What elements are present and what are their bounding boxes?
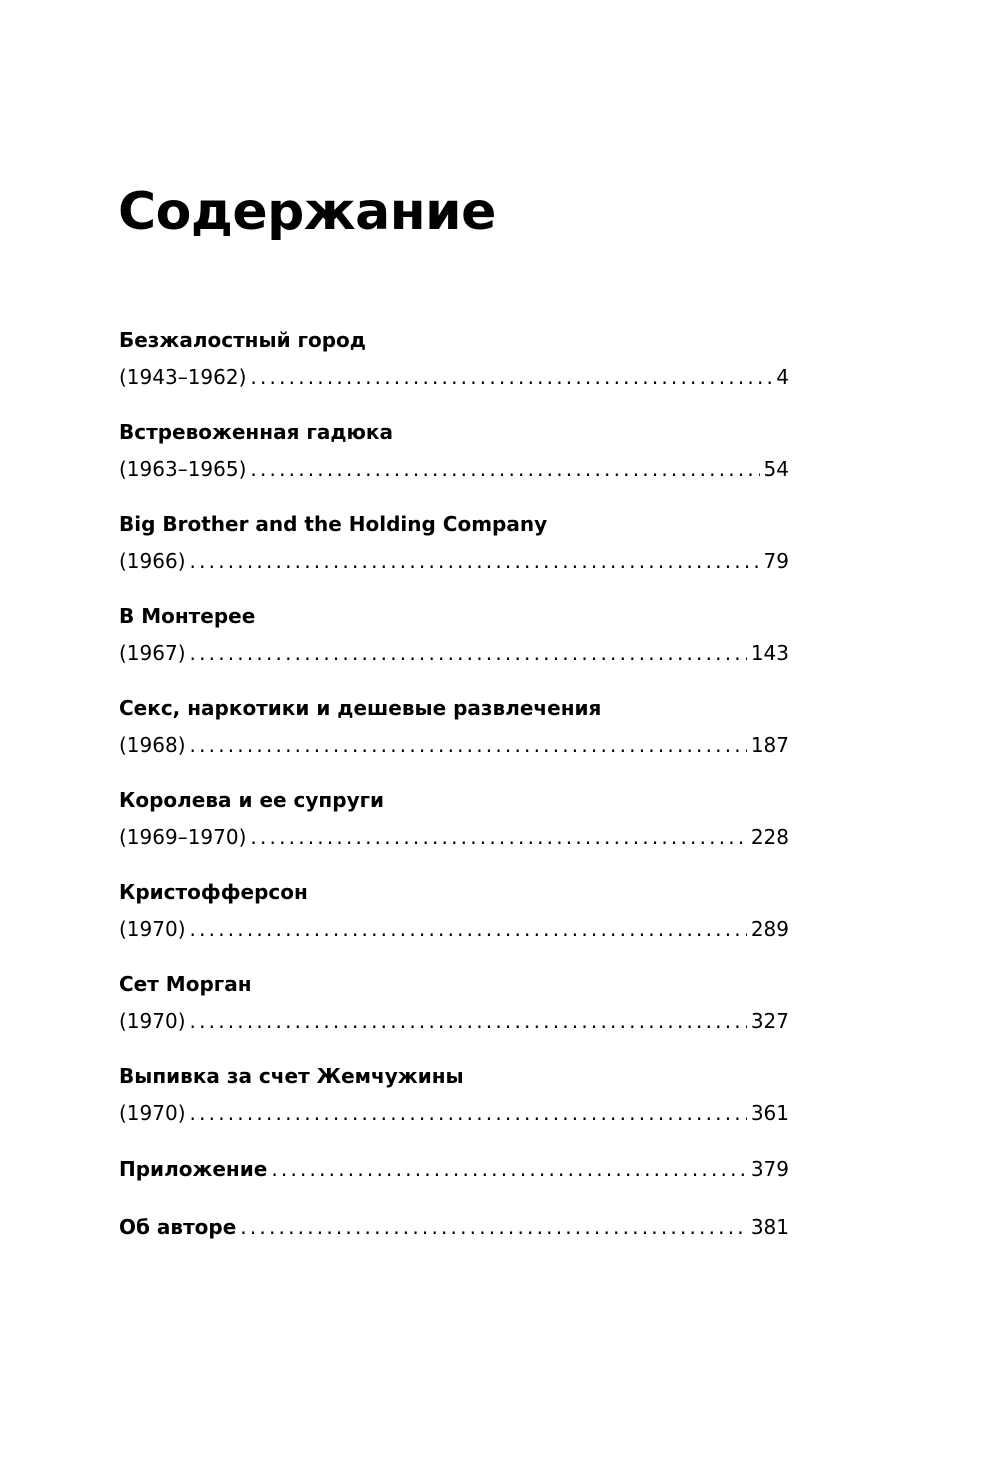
toc-entry-about-author[interactable] (119, 1208, 789, 1246)
toc-entry-appendix[interactable] (119, 1150, 789, 1188)
toc-chapter-title: Big Brother and the Holding Company (119, 512, 548, 536)
toc-entry[interactable] (119, 1058, 789, 1132)
toc-section-title: Об авторе (119, 1215, 237, 1239)
toc-page-number: 327 (750, 1009, 789, 1033)
toc-leader-line (119, 1094, 789, 1132)
dot-leader (190, 726, 747, 764)
toc-chapter-years: (1963–1965) (119, 457, 247, 481)
toc-page-number: 228 (750, 825, 789, 849)
toc-leader-line (119, 1208, 789, 1246)
toc-chapter-years: (1968) (119, 733, 186, 757)
toc-page-number: 187 (750, 733, 789, 757)
toc-chapter-years: (1967) (119, 641, 186, 665)
toc-entry[interactable] (119, 874, 789, 948)
toc-page-number: 54 (763, 457, 789, 481)
toc-chapter-title: Безжалостный город (119, 328, 366, 352)
dot-leader (190, 634, 747, 672)
dot-leader (250, 358, 772, 396)
toc-page-number: 143 (750, 641, 789, 665)
toc-leader-line (119, 358, 789, 396)
toc-leader-line (119, 450, 789, 488)
toc-chapter-years: (1969–1970) (119, 825, 247, 849)
toc-entry[interactable] (119, 506, 789, 580)
toc-entry[interactable] (119, 598, 789, 672)
toc-leader-line (119, 910, 789, 948)
toc-leader-line (119, 634, 789, 672)
toc-page-number: 361 (750, 1101, 789, 1125)
toc-entry[interactable] (119, 414, 789, 488)
toc-chapter-title: В Монтерее (119, 604, 256, 628)
toc-chapter-title: Секс, наркотики и дешевые развлечения (119, 696, 602, 720)
toc-leader-line (119, 542, 789, 580)
dot-leader (190, 910, 747, 948)
toc-page-number: 4 (776, 365, 789, 389)
toc-chapter-years: (1970) (119, 1101, 186, 1125)
toc-leader-line (119, 818, 789, 856)
toc-entry[interactable] (119, 322, 789, 396)
toc-leader-line (119, 1150, 789, 1188)
dot-leader (250, 818, 746, 856)
page-title: Содержание (118, 182, 496, 242)
toc-entry[interactable] (119, 782, 789, 856)
toc-section-title: Приложение (119, 1157, 268, 1181)
dot-leader (240, 1208, 747, 1246)
toc-chapter-years: (1943–1962) (119, 365, 247, 389)
toc-entry[interactable] (119, 966, 789, 1040)
dot-leader (190, 1002, 747, 1040)
table-of-contents (119, 322, 789, 1266)
toc-chapter-years: (1966) (119, 549, 186, 573)
toc-chapter-years: (1970) (119, 917, 186, 941)
toc-chapter-years: (1970) (119, 1009, 186, 1033)
toc-leader-line (119, 726, 789, 764)
toc-chapter-title: Сет Морган (119, 972, 252, 996)
dot-leader (190, 542, 760, 580)
toc-page-number: 289 (750, 917, 789, 941)
toc-page-number: 381 (750, 1215, 789, 1239)
toc-chapter-title: Выпивка за счет Жемчужины (119, 1064, 464, 1088)
toc-entry[interactable] (119, 690, 789, 764)
toc-chapter-title: Встревоженная гадюка (119, 420, 393, 444)
dot-leader (190, 1094, 747, 1132)
toc-page-number: 379 (750, 1157, 789, 1181)
toc-leader-line (119, 1002, 789, 1040)
dot-leader (271, 1150, 746, 1188)
toc-page-number: 79 (763, 549, 789, 573)
dot-leader (250, 450, 759, 488)
toc-chapter-title: Королева и ее супруги (119, 788, 385, 812)
toc-chapter-title: Кристофферсон (119, 880, 308, 904)
